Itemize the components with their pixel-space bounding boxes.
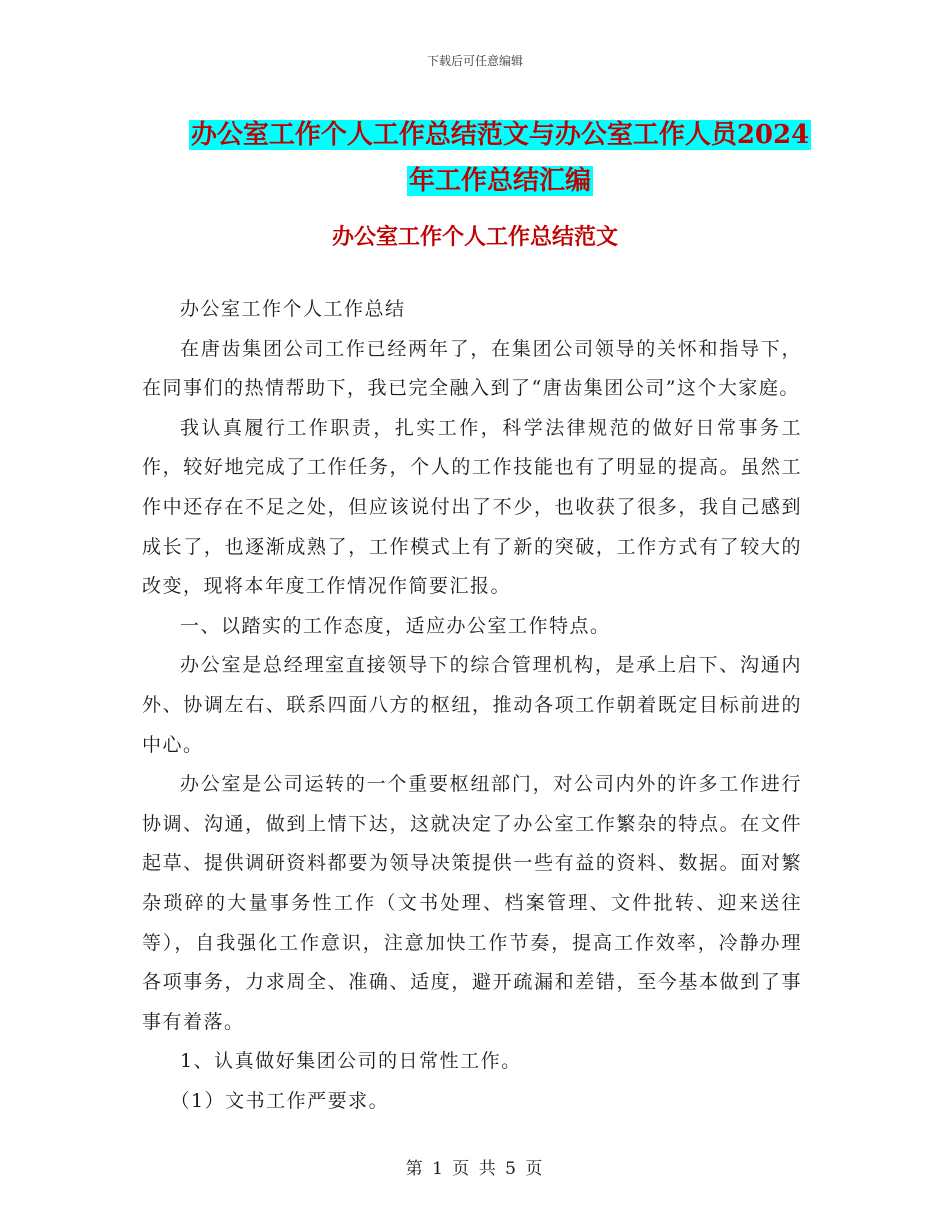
page-footer: 第 1 页 共 5 页 xyxy=(405,1159,545,1179)
document-title-line-1: 办公室工作个人工作总结范文与办公室工作人员2024 xyxy=(190,120,810,150)
paragraph: 办公室是公司运转的一个重要枢纽部门，对公司内外的许多工作进行协调、沟通，做到上情下达，这就决定了办公室工作繁杂的特点。在文件起草、提供调研资料都要为领导决策提供一些有益的资料、数据。面对繁杂琐碎的大量事务性工作（文书处理、档案管理、文件批转、迎来送往等），自我强化工作意识，注意加快工作节奏，提高工作效率，冷静办理各项事务，力求周全、准确、适度，避开疏漏和差错，至今基本做到了事事有着落。 xyxy=(142,773,802,1033)
paragraph: 1、认真做好集团公司的日常性工作。 xyxy=(180,1050,522,1073)
paragraph: （1）文书工作严要求。 xyxy=(170,1089,390,1112)
document-title xyxy=(120,112,880,204)
paragraph: 办公室工作个人工作总结 xyxy=(180,298,406,320)
paragraph: 在唐齿集团公司工作已经两年了，在集团公司领导的关怀和指导下，在同事们的热情帮助下，我已完全融入到了“唐齿集团公司”这个大家庭。 xyxy=(142,337,802,400)
paragraph: 一、以踏实的工作态度，适应办公室工作特点。 xyxy=(180,614,611,637)
paragraph: 我认真履行工作职责，扎实工作，科学法律规范的做好日常事务工作，较好地完成了工作任务，个人的工作技能也有了明显的提高。虽然工作中还存在不足之处，但应该说付出了不少，也收获了很多，我自己感到成长了，也逐渐成熟了，工作模式上有了新的突破，工作方式有了较大的改变，现将本年度工作情况作简要汇报。 xyxy=(142,416,802,598)
document-body xyxy=(142,290,802,1121)
section-title: 办公室工作个人工作总结范文 xyxy=(331,224,618,250)
page-header-note: 下载后可任意编辑 xyxy=(426,54,523,68)
document-title-line-2: 年工作总结汇编 xyxy=(408,166,591,196)
paragraph: 办公室是总经理室直接领导下的综合管理机构，是承上启下、沟通内外、协调左右、联系四面八方的枢纽，推动各项工作朝着既定目标前进的中心。 xyxy=(142,654,802,756)
